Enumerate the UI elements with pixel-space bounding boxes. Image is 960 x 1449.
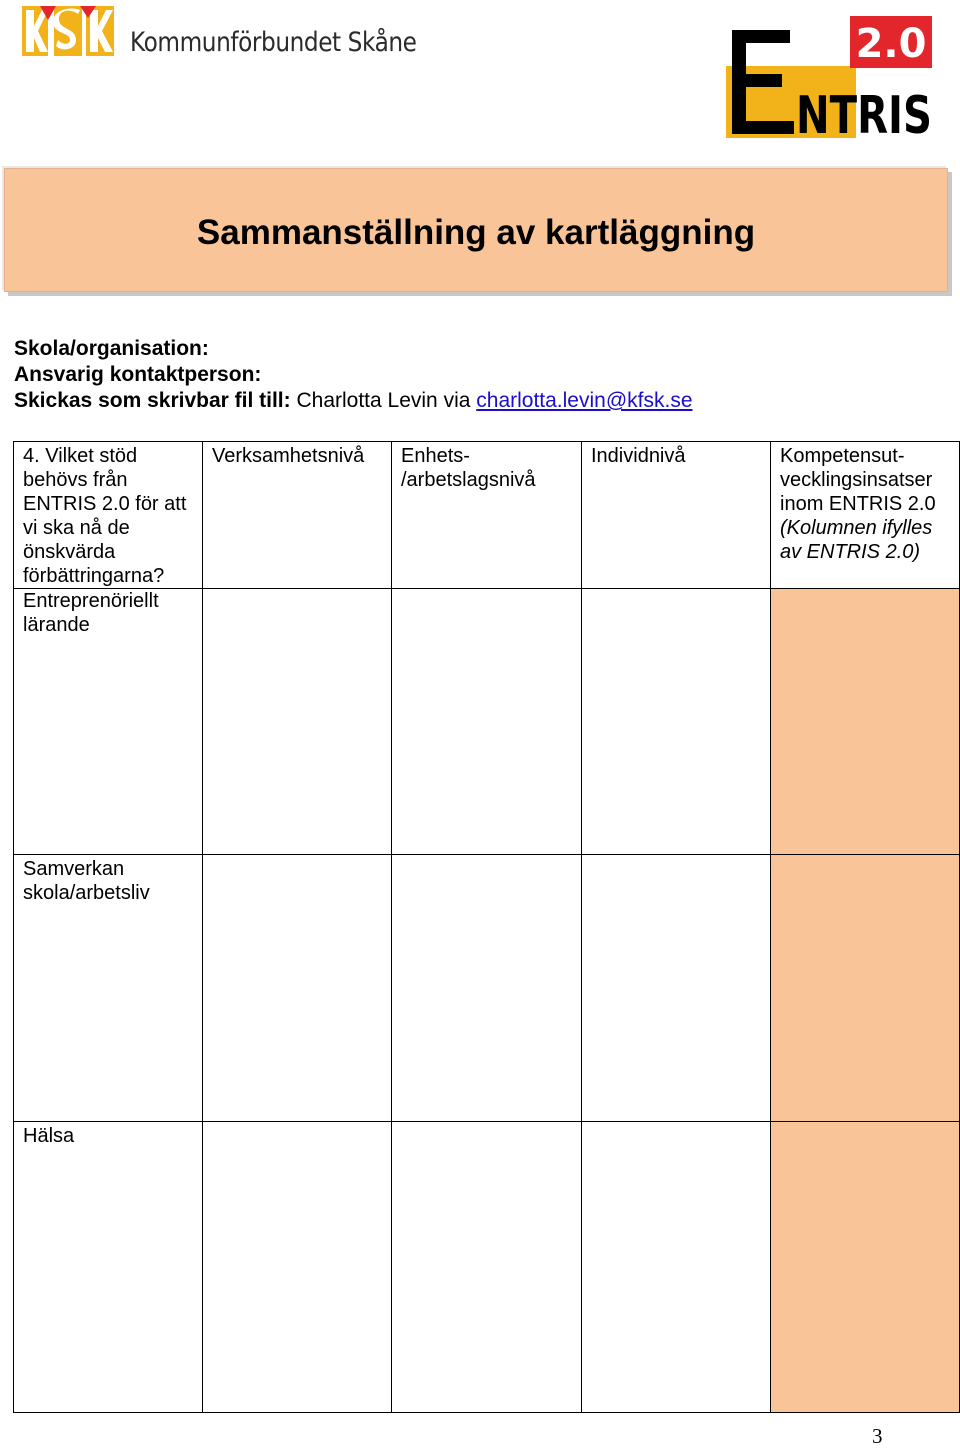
email-link[interactable]: charlotta.levin@kfsk.se [476, 389, 693, 412]
page-title: Sammanställning av kartläggning [196, 213, 756, 252]
row-label-cell [14, 589, 203, 855]
support-table [13, 441, 960, 1413]
ksk-logo [20, 4, 116, 58]
page-header [0, 0, 960, 160]
header-unit-level [392, 442, 582, 589]
entris-cell [771, 1122, 960, 1413]
organization-name: Kommunförbundet Skåne [130, 27, 417, 58]
input-cell[interactable] [203, 855, 392, 1122]
table-row [14, 589, 960, 855]
input-cell[interactable] [203, 1122, 392, 1413]
header-org-level-label: Verksamhetsnivå [212, 445, 365, 467]
header-individual-level-label: Individnivå [591, 445, 686, 467]
question-text: 4. Vilket stöd behövs från ENTRIS 2.0 för att vi ska nå de önskvärda förbättringarna? [23, 445, 187, 587]
input-cell[interactable] [582, 855, 771, 1122]
header-competence [771, 442, 960, 589]
question-cell [14, 442, 203, 589]
input-cell[interactable] [203, 589, 392, 855]
page-number: 3 [872, 1424, 883, 1448]
send-text: Charlotta Levin via [296, 389, 471, 412]
table-row [14, 855, 960, 1122]
input-cell[interactable] [392, 855, 582, 1122]
row-label-cell [14, 855, 203, 1122]
table-row [14, 1122, 960, 1413]
school-label: Skola/organisation: [14, 337, 209, 360]
send-label: Skickas som skrivbar fil till: [14, 389, 291, 412]
row-label: Entreprenöriellt lärande [23, 590, 159, 636]
header-individual-level [582, 442, 771, 589]
row-label-cell [14, 1122, 203, 1413]
header-competence-note: (Kolumnen ifylles av ENTRIS 2.0) [780, 517, 933, 563]
contact-label: Ansvarig kontaktperson: [14, 363, 262, 386]
contact-info [14, 336, 693, 414]
entris-logo [726, 12, 936, 146]
row-label: Samverkan skola/arbetsliv [23, 858, 150, 904]
input-cell[interactable] [582, 1122, 771, 1413]
header-unit-level-label: Enhets- /arbetslagsnivå [401, 445, 536, 491]
svg-text:2.0: 2.0 [855, 21, 927, 67]
entris-cell [771, 855, 960, 1122]
row-label: Hälsa [23, 1125, 75, 1147]
entris-cell [771, 589, 960, 855]
input-cell[interactable] [392, 589, 582, 855]
input-cell[interactable] [582, 589, 771, 855]
header-competence-label: Kompetensut-vecklingsinsatser inom ENTRIS 2.0 [780, 445, 936, 515]
input-cell[interactable] [392, 1122, 582, 1413]
title-banner [4, 168, 948, 292]
header-org-level [203, 442, 392, 589]
svg-text:NTRIS: NTRIS [796, 86, 932, 146]
